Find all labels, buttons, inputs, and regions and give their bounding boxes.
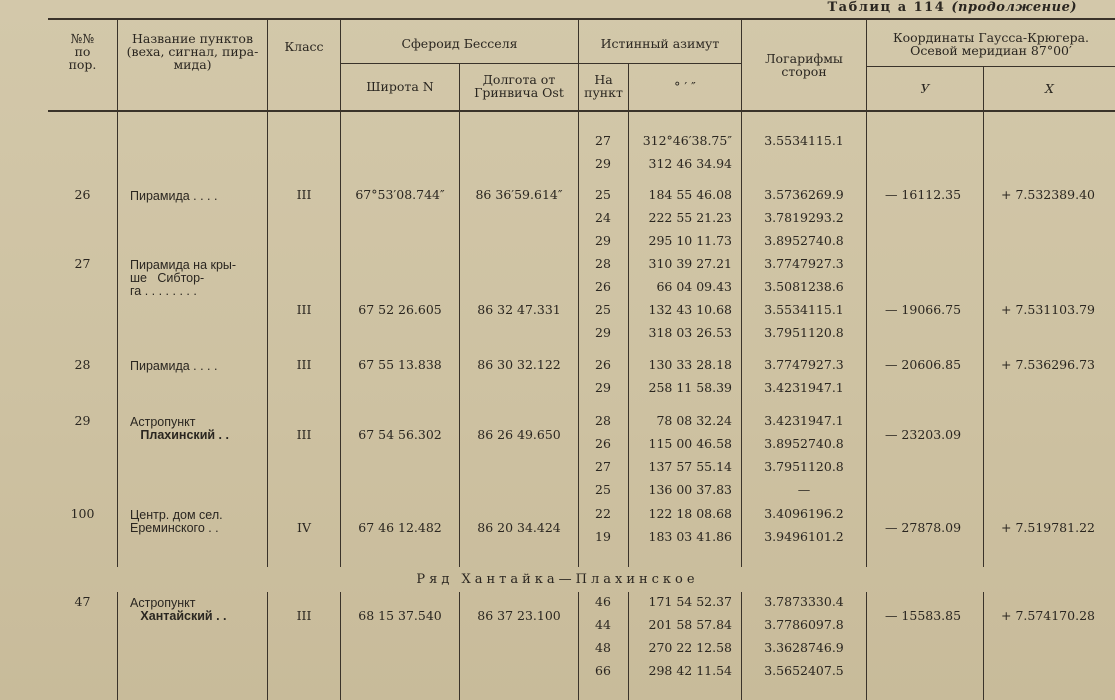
target-point: 26 (595, 436, 611, 451)
point-class: III (296, 608, 312, 623)
log-side: 3.8952740.8 (764, 233, 844, 248)
azimuth-value: 295 10 11.73 (648, 233, 732, 248)
latitude: 67 46 12.482 (358, 520, 442, 535)
target-point: 24 (595, 210, 611, 225)
latitude: 67 54 56.302 (358, 427, 442, 442)
header-azimuth: Истинный азимут (600, 35, 720, 51)
vrule-b4 (459, 112, 460, 567)
gk-x: + 7.519781.22 (1001, 520, 1095, 535)
azimuth-value: 183 03 41.86 (648, 529, 732, 544)
target-point: 48 (595, 640, 611, 655)
log-side: 3.7819293.2 (764, 210, 844, 225)
gk-x: + 7.574170.28 (1001, 608, 1095, 623)
log-side: 3.5534115.1 (764, 133, 844, 148)
latitude: 67 55 13.838 (358, 357, 442, 372)
longitude: 86 26 49.650 (477, 427, 561, 442)
log-side: 3.5652407.5 (764, 663, 844, 678)
point-class: III (296, 302, 312, 317)
azimuth-value: 132 43 10.68 (648, 302, 732, 317)
table-caption (827, 0, 1077, 15)
azimuth-sub-rule (578, 63, 741, 64)
log-side: 3.4231947.1 (764, 380, 844, 395)
point-name (130, 597, 226, 623)
vrule-b6 (628, 112, 629, 567)
log-side: 3.7747927.3 (764, 256, 844, 271)
point-name-text: Пирамида на кры- ше Сибтор- га . . . . . . . . (130, 258, 237, 298)
log-side: 3.7951120.8 (764, 325, 844, 340)
azimuth-value: 78 08 32.24 (656, 413, 732, 428)
target-point: 44 (595, 617, 611, 632)
azimuth-value: 310 39 27.21 (648, 256, 732, 271)
header-log: Логарифмы сторон (765, 51, 843, 79)
latitude: 67 52 26.605 (358, 302, 442, 317)
header-class: Класс (284, 39, 324, 54)
target-point: 66 (595, 663, 611, 678)
longitude: 86 30 32.122 (477, 357, 561, 372)
azimuth-value: 318 03 26.53 (648, 325, 732, 340)
point-name-text: Астропункт (130, 596, 196, 610)
point-name (130, 360, 217, 373)
vrule-b8 (866, 112, 867, 567)
target-point: 26 (595, 279, 611, 294)
target-point: 28 (595, 413, 611, 428)
gk-y: — 23203.09 (884, 427, 962, 442)
gk-sub-rule (866, 66, 1115, 67)
point-name (130, 509, 223, 535)
log-side: 3.9496101.2 (764, 529, 844, 544)
point-name-text: Пирамида . . . . (130, 359, 218, 373)
caption-prefix: Таблиц а 114 (827, 0, 946, 15)
header-y: У (920, 80, 930, 96)
azimuth-value: 122 18 08.68 (648, 506, 732, 521)
row-number: 27 (74, 256, 91, 271)
azimuth-value: 137 57 55.14 (648, 459, 732, 474)
row-number: 29 (74, 413, 91, 428)
log-side: 3.3628746.9 (764, 640, 844, 655)
vrule-c1 (117, 592, 118, 700)
azimuth-value: 201 58 57.84 (648, 617, 732, 632)
azimuth-value: 270 22 12.58 (648, 640, 732, 655)
azimuth-value: 115 00 46.58 (648, 436, 732, 451)
point-class: III (296, 427, 312, 442)
longitude: 86 20 34.424 (477, 520, 561, 535)
row-number: 26 (74, 187, 91, 202)
target-point: 25 (595, 302, 611, 317)
longitude: 86 36′59.614″ (475, 187, 563, 202)
point-class: III (296, 187, 312, 202)
gk-y: — 20606.85 (884, 357, 962, 372)
point-name-bold: Хантайский . . (130, 609, 227, 623)
target-point: 29 (595, 156, 611, 171)
header-gk: Координаты Гаусса-Крюгера. Осевой меридиан 87°00′ (892, 30, 1090, 58)
top-rule (48, 18, 1115, 20)
header-lat: Широта N (366, 78, 434, 94)
log-side: 3.5534115.1 (764, 302, 844, 317)
target-point: 25 (595, 187, 611, 202)
azimuth-value: 222 55 21.23 (648, 210, 732, 225)
latitude: 67°53′08.744″ (355, 187, 445, 202)
gk-y: — 15583.85 (884, 608, 962, 623)
row-number: 47 (74, 594, 91, 609)
header-num: №№ по пор. (68, 31, 97, 72)
point-name-text: Пирамида . . . . (130, 189, 218, 203)
log-side: 3.5081238.6 (764, 279, 844, 294)
series-title: Ряд Хантайка—Плахинское (416, 572, 699, 587)
point-class: III (296, 357, 312, 372)
vrule-c6 (628, 592, 629, 700)
target-point: 46 (595, 594, 611, 609)
longitude: 86 32 47.331 (477, 302, 561, 317)
gk-x: + 7.532389.40 (1001, 187, 1095, 202)
azimuth-value: 258 11 58.39 (648, 380, 732, 395)
longitude: 86 37 23.100 (477, 608, 561, 623)
caption-suffix: (продолжение) (951, 0, 1077, 15)
target-point: 29 (595, 233, 611, 248)
target-point: 27 (595, 459, 611, 474)
azimuth-value: 171 54 52.37 (648, 594, 732, 609)
point-name-text: Астропункт (130, 415, 196, 429)
header-to-point: На пункт (584, 72, 623, 100)
row-number: 100 (70, 506, 95, 521)
azimuth-value: 312°46′38.75″ (642, 133, 732, 148)
vrule-b3 (340, 112, 341, 567)
vrule-b9 (983, 112, 984, 567)
azimuth-value: 130 33 28.18 (648, 357, 732, 372)
log-side: 3.4096196.2 (764, 506, 844, 521)
vrule-b1 (117, 112, 118, 567)
log-side: 3.8952740.8 (764, 436, 844, 451)
point-name (130, 416, 229, 442)
latitude: 68 15 37.540 (358, 608, 442, 623)
header-bottom-rule (48, 110, 1115, 112)
azimuth-value: 184 55 46.08 (648, 187, 732, 202)
row-number: 28 (74, 357, 91, 372)
target-point: 29 (595, 380, 611, 395)
log-side: 3.7951120.8 (764, 459, 844, 474)
target-point: 28 (595, 256, 611, 271)
target-point: 29 (595, 325, 611, 340)
gk-x: + 7.536296.73 (1001, 357, 1095, 372)
log-side: 3.7747927.3 (764, 357, 844, 372)
target-point: 27 (595, 133, 611, 148)
point-name (130, 259, 236, 298)
log-side: 3.4231947.1 (764, 413, 844, 428)
header-name: Название пунктов (веха, сигнал, пира- мида) (126, 31, 259, 72)
azimuth-value: 136 00 37.83 (648, 482, 732, 497)
point-name-bold: Плахинский . . (130, 428, 229, 442)
azimuth-value: 312 46 34.94 (648, 156, 732, 171)
target-point: 26 (595, 357, 611, 372)
point-class: IV (297, 520, 311, 535)
target-point: 22 (595, 506, 611, 521)
header-x: X (1045, 80, 1054, 96)
log-side: 3.5736269.9 (764, 187, 844, 202)
azimuth-value: 298 42 11.54 (648, 663, 732, 678)
log-side: 3.7786097.8 (764, 617, 844, 632)
header-lon: Долгота от Гринвича Ost (474, 72, 564, 100)
gk-y: — 27878.09 (884, 520, 962, 535)
point-name-text: Центр. дом сел. Ереминского . . (130, 508, 223, 535)
vrule-b2 (267, 112, 268, 567)
azimuth-value: 66 04 09.43 (656, 279, 732, 294)
target-point: 19 (595, 529, 611, 544)
header-spheroid: Сфероид Бесселя (401, 35, 518, 51)
header-deg-min-sec: ° ′ ″ (674, 78, 696, 94)
point-name (130, 190, 217, 203)
gk-x: + 7.531103.79 (1001, 302, 1095, 317)
target-point: 25 (595, 482, 611, 497)
gk-y: — 16112.35 (884, 187, 962, 202)
log-side: — (797, 482, 811, 497)
gk-y: — 19066.75 (884, 302, 962, 317)
log-side: 3.7873330.4 (764, 594, 844, 609)
